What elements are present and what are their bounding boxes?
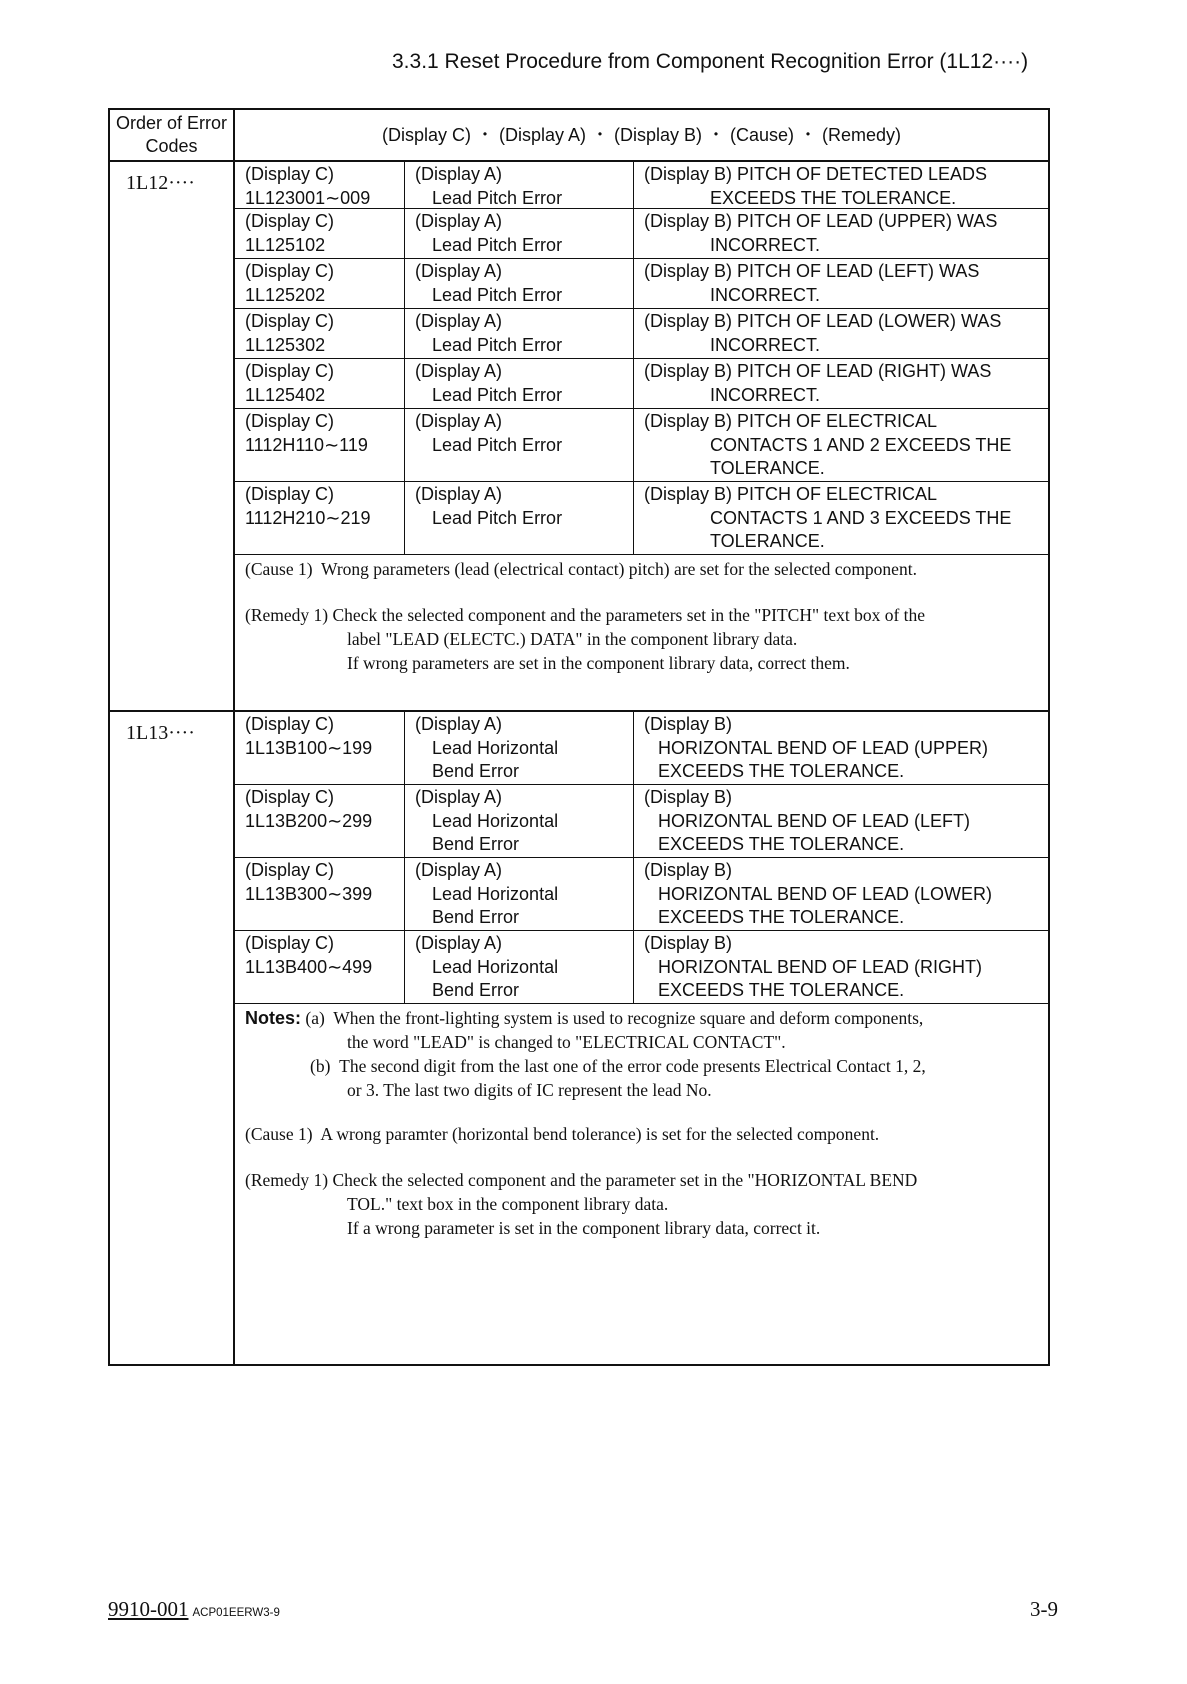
display-a-label: (Display A) bbox=[415, 411, 503, 431]
display-a-cell bbox=[405, 359, 634, 408]
display-a-cell bbox=[405, 785, 634, 857]
display-b-text: INCORRECT. bbox=[710, 384, 821, 405]
display-c-label: (Display C) bbox=[245, 211, 335, 231]
display-c-label: (Display C) bbox=[245, 261, 335, 281]
display-c-cell bbox=[235, 482, 405, 554]
remedy-label: (Remedy 1) bbox=[245, 1170, 329, 1190]
display-a-text: Bend Error bbox=[432, 761, 520, 781]
note-marker: (a) bbox=[305, 1008, 325, 1028]
cause-block bbox=[235, 555, 1048, 581]
cause-block bbox=[235, 1122, 1048, 1146]
display-a-cell bbox=[405, 209, 634, 258]
display-a-cell bbox=[405, 858, 634, 930]
doc-number: 9910-001 bbox=[108, 1597, 189, 1621]
display-c-label: (Display C) bbox=[245, 411, 335, 431]
page-number: 3-9 bbox=[1030, 1597, 1058, 1621]
display-a-cell bbox=[405, 309, 634, 358]
cause-text: A wrong paramter (horizontal bend tolerance) is set for the selected component. bbox=[320, 1124, 880, 1144]
display-b-cell bbox=[634, 785, 1048, 857]
display-b-text: (Display B) bbox=[644, 933, 733, 953]
note-text: the word "LEAD" is changed to "ELECTRICAL CONTACT". bbox=[347, 1032, 786, 1052]
display-a-label: (Display A) bbox=[415, 860, 503, 880]
display-a-label: (Display A) bbox=[415, 211, 503, 231]
order-code: 1L13···· bbox=[126, 722, 195, 744]
error-code: 1L13B100∼199 bbox=[245, 737, 373, 758]
display-a-text: Lead Pitch Error bbox=[432, 284, 563, 305]
remedy-text: If a wrong parameter is set in the component library data, correct it. bbox=[347, 1218, 821, 1238]
display-a-cell bbox=[405, 409, 634, 481]
remedy-block bbox=[235, 1168, 1048, 1240]
cause-label: (Cause 1) bbox=[245, 559, 313, 579]
error-code: 1L13B400∼499 bbox=[245, 956, 373, 977]
display-a-text: Lead Pitch Error bbox=[432, 234, 563, 255]
display-c-label: (Display C) bbox=[245, 714, 335, 734]
display-c-label: (Display C) bbox=[245, 361, 335, 381]
display-c-label: (Display C) bbox=[245, 311, 335, 331]
error-code: 1L13B200∼299 bbox=[245, 810, 373, 831]
display-b-text: (Display B) PITCH OF LEAD (RIGHT) WAS bbox=[644, 361, 992, 381]
display-b-text: EXCEEDS THE TOLERANCE. bbox=[658, 980, 905, 1000]
display-a-cell bbox=[405, 712, 634, 784]
display-a-cell bbox=[405, 259, 634, 308]
display-c-label: (Display C) bbox=[245, 484, 335, 504]
display-b-cell bbox=[634, 482, 1048, 554]
display-b-text: (Display B) PITCH OF ELECTRICAL bbox=[644, 411, 938, 431]
table-row bbox=[235, 785, 1048, 858]
display-a-cell bbox=[405, 482, 634, 554]
display-a-text: Lead Pitch Error bbox=[432, 384, 563, 405]
display-b-text: EXCEEDS THE TOLERANCE. bbox=[658, 834, 905, 854]
display-b-text: HORIZONTAL BEND OF LEAD (RIGHT) bbox=[658, 956, 983, 977]
display-a-cell bbox=[405, 931, 634, 1003]
error-code: 1L123001∼009 bbox=[245, 187, 371, 208]
display-a-label: (Display A) bbox=[415, 714, 503, 734]
remedy-text: label "LEAD (ELECTC.) DATA" in the component library data. bbox=[347, 629, 798, 649]
display-a-text: Lead Pitch Error bbox=[432, 507, 563, 528]
display-a-text: Lead Pitch Error bbox=[432, 187, 563, 208]
error-code: 1L13B300∼399 bbox=[245, 883, 373, 904]
error-code: 1L125302 bbox=[245, 334, 326, 355]
display-c-label: (Display C) bbox=[245, 933, 335, 953]
remedy-label: (Remedy 1) bbox=[245, 605, 329, 625]
table-row bbox=[235, 162, 1048, 209]
table-row bbox=[235, 209, 1048, 259]
notes-block bbox=[235, 1004, 1048, 1102]
error-code: 1112H210∼219 bbox=[245, 507, 371, 528]
display-a-label: (Display A) bbox=[415, 361, 503, 381]
header-order-of-error-codes: Order of Error Codes bbox=[110, 110, 235, 162]
display-b-text: (Display B) bbox=[644, 860, 733, 880]
display-a-label: (Display A) bbox=[415, 787, 503, 807]
header-display-columns: (Display C) ・ (Display A) ・ (Display B) ・ (Cause) ・ (Remedy) bbox=[235, 110, 1048, 162]
display-b-text: (Display B) PITCH OF DETECTED LEADS bbox=[644, 164, 988, 184]
display-b-text: INCORRECT. bbox=[710, 234, 821, 255]
order-cell-1l12 bbox=[110, 162, 235, 712]
display-b-cell bbox=[634, 162, 1048, 208]
error-code-table bbox=[108, 108, 1050, 1366]
note-marker: (b) bbox=[310, 1056, 331, 1076]
display-b-text: HORIZONTAL BEND OF LEAD (LEFT) bbox=[658, 810, 971, 831]
display-a-text: Bend Error bbox=[432, 907, 520, 927]
display-a-label: (Display A) bbox=[415, 261, 503, 281]
note-text: When the front-lighting system is used to recognize square and deform components, bbox=[333, 1008, 924, 1028]
display-b-text: TOLERANCE. bbox=[710, 458, 825, 478]
display-c-cell bbox=[235, 209, 405, 258]
display-a-text: Lead Horizontal bbox=[432, 883, 559, 904]
table-row bbox=[235, 309, 1048, 359]
display-b-cell bbox=[634, 359, 1048, 408]
display-a-text: Lead Horizontal bbox=[432, 737, 559, 758]
display-b-text: (Display B) PITCH OF LEAD (UPPER) WAS bbox=[644, 211, 998, 231]
error-code: 1L125102 bbox=[245, 234, 326, 255]
error-code: 1L125402 bbox=[245, 384, 326, 405]
display-c-cell bbox=[235, 162, 405, 208]
cause-text: Wrong parameters (lead (electrical contact) pitch) are set for the selected component. bbox=[321, 559, 917, 579]
display-a-text: Lead Horizontal bbox=[432, 810, 559, 831]
remedy-text: TOL." text box in the component library data. bbox=[347, 1194, 669, 1214]
cause-label: (Cause 1) bbox=[245, 1124, 313, 1144]
display-c-label: (Display C) bbox=[245, 164, 335, 184]
display-c-cell bbox=[235, 785, 405, 857]
display-b-text: EXCEEDS THE TOLERANCE. bbox=[710, 187, 957, 208]
display-b-text: (Display B) PITCH OF ELECTRICAL bbox=[644, 484, 938, 504]
error-code: 1L125202 bbox=[245, 284, 326, 305]
doc-code: ACP01EERW3-9 bbox=[192, 1607, 280, 1619]
table-row bbox=[235, 359, 1048, 409]
error-group-1l13 bbox=[235, 712, 1048, 1366]
display-a-text: Lead Horizontal bbox=[432, 956, 559, 977]
display-c-label: (Display C) bbox=[245, 787, 335, 807]
display-a-label: (Display A) bbox=[415, 933, 503, 953]
display-a-label: (Display A) bbox=[415, 311, 503, 331]
display-c-cell bbox=[235, 931, 405, 1003]
notes-label: Notes: bbox=[245, 1008, 302, 1028]
display-b-text: EXCEEDS THE TOLERANCE. bbox=[658, 761, 905, 781]
display-a-text: Bend Error bbox=[432, 834, 520, 854]
display-a-text: Lead Pitch Error bbox=[432, 434, 563, 455]
display-b-cell bbox=[634, 712, 1048, 784]
display-b-cell bbox=[634, 858, 1048, 930]
error-group-1l12 bbox=[235, 162, 1048, 712]
error-code: 1112H110∼119 bbox=[245, 434, 368, 455]
remedy-text: Check the selected component and the parameters set in the "PITCH" text box of the bbox=[332, 605, 926, 625]
display-b-cell bbox=[634, 409, 1048, 481]
display-b-text: HORIZONTAL BEND OF LEAD (UPPER) bbox=[658, 737, 989, 758]
display-b-text: (Display B) bbox=[644, 714, 733, 734]
display-b-text: TOLERANCE. bbox=[710, 531, 825, 551]
remedy-block bbox=[235, 603, 1048, 675]
remedy-text: Check the selected component and the parameter set in the "HORIZONTAL BEND bbox=[332, 1170, 918, 1190]
display-c-label: (Display C) bbox=[245, 860, 335, 880]
display-b-cell bbox=[634, 209, 1048, 258]
note-text: or 3. The last two digits of IC represent the lead No. bbox=[347, 1080, 712, 1100]
display-b-text: CONTACTS 1 AND 3 EXCEEDS THE bbox=[710, 507, 1012, 528]
order-code: 1L12···· bbox=[126, 172, 195, 194]
display-b-cell bbox=[634, 259, 1048, 308]
display-a-label: (Display A) bbox=[415, 484, 503, 504]
display-b-text: HORIZONTAL BEND OF LEAD (LOWER) bbox=[658, 883, 993, 904]
display-a-label: (Display A) bbox=[415, 164, 503, 184]
table-row bbox=[235, 259, 1048, 309]
display-c-cell bbox=[235, 858, 405, 930]
display-b-text: (Display B) bbox=[644, 787, 733, 807]
display-c-cell bbox=[235, 359, 405, 408]
display-b-text: INCORRECT. bbox=[710, 284, 821, 305]
display-c-cell bbox=[235, 259, 405, 308]
display-b-text: (Display B) PITCH OF LEAD (LEFT) WAS bbox=[644, 261, 980, 281]
display-a-text: Lead Pitch Error bbox=[432, 334, 563, 355]
table-row bbox=[235, 482, 1048, 555]
remedy-text: If wrong parameters are set in the component library data, correct them. bbox=[347, 653, 850, 673]
display-c-cell bbox=[235, 712, 405, 784]
footer-document-id bbox=[108, 1597, 280, 1622]
order-cell-1l13 bbox=[110, 712, 235, 1366]
note-b-line bbox=[245, 1054, 1048, 1078]
display-c-cell bbox=[235, 309, 405, 358]
table-row bbox=[235, 931, 1048, 1004]
display-a-text: Bend Error bbox=[432, 980, 520, 1000]
note-text: The second digit from the last one of the error code presents Electrical Contact 1, 2, bbox=[339, 1056, 926, 1076]
table-row bbox=[235, 712, 1048, 785]
display-b-text: (Display B) PITCH OF LEAD (LOWER) WAS bbox=[644, 311, 1002, 331]
display-b-cell bbox=[634, 309, 1048, 358]
table-row bbox=[235, 858, 1048, 931]
table-row bbox=[235, 409, 1048, 482]
display-b-text: EXCEEDS THE TOLERANCE. bbox=[658, 907, 905, 927]
display-b-cell bbox=[634, 931, 1048, 1003]
display-b-text: CONTACTS 1 AND 2 EXCEEDS THE bbox=[710, 434, 1012, 455]
section-title: 3.3.1 Reset Procedure from Component Recognition Error (1L12····) bbox=[392, 50, 1029, 73]
display-c-cell bbox=[235, 409, 405, 481]
display-b-text: INCORRECT. bbox=[710, 334, 821, 355]
display-a-cell bbox=[405, 162, 634, 208]
